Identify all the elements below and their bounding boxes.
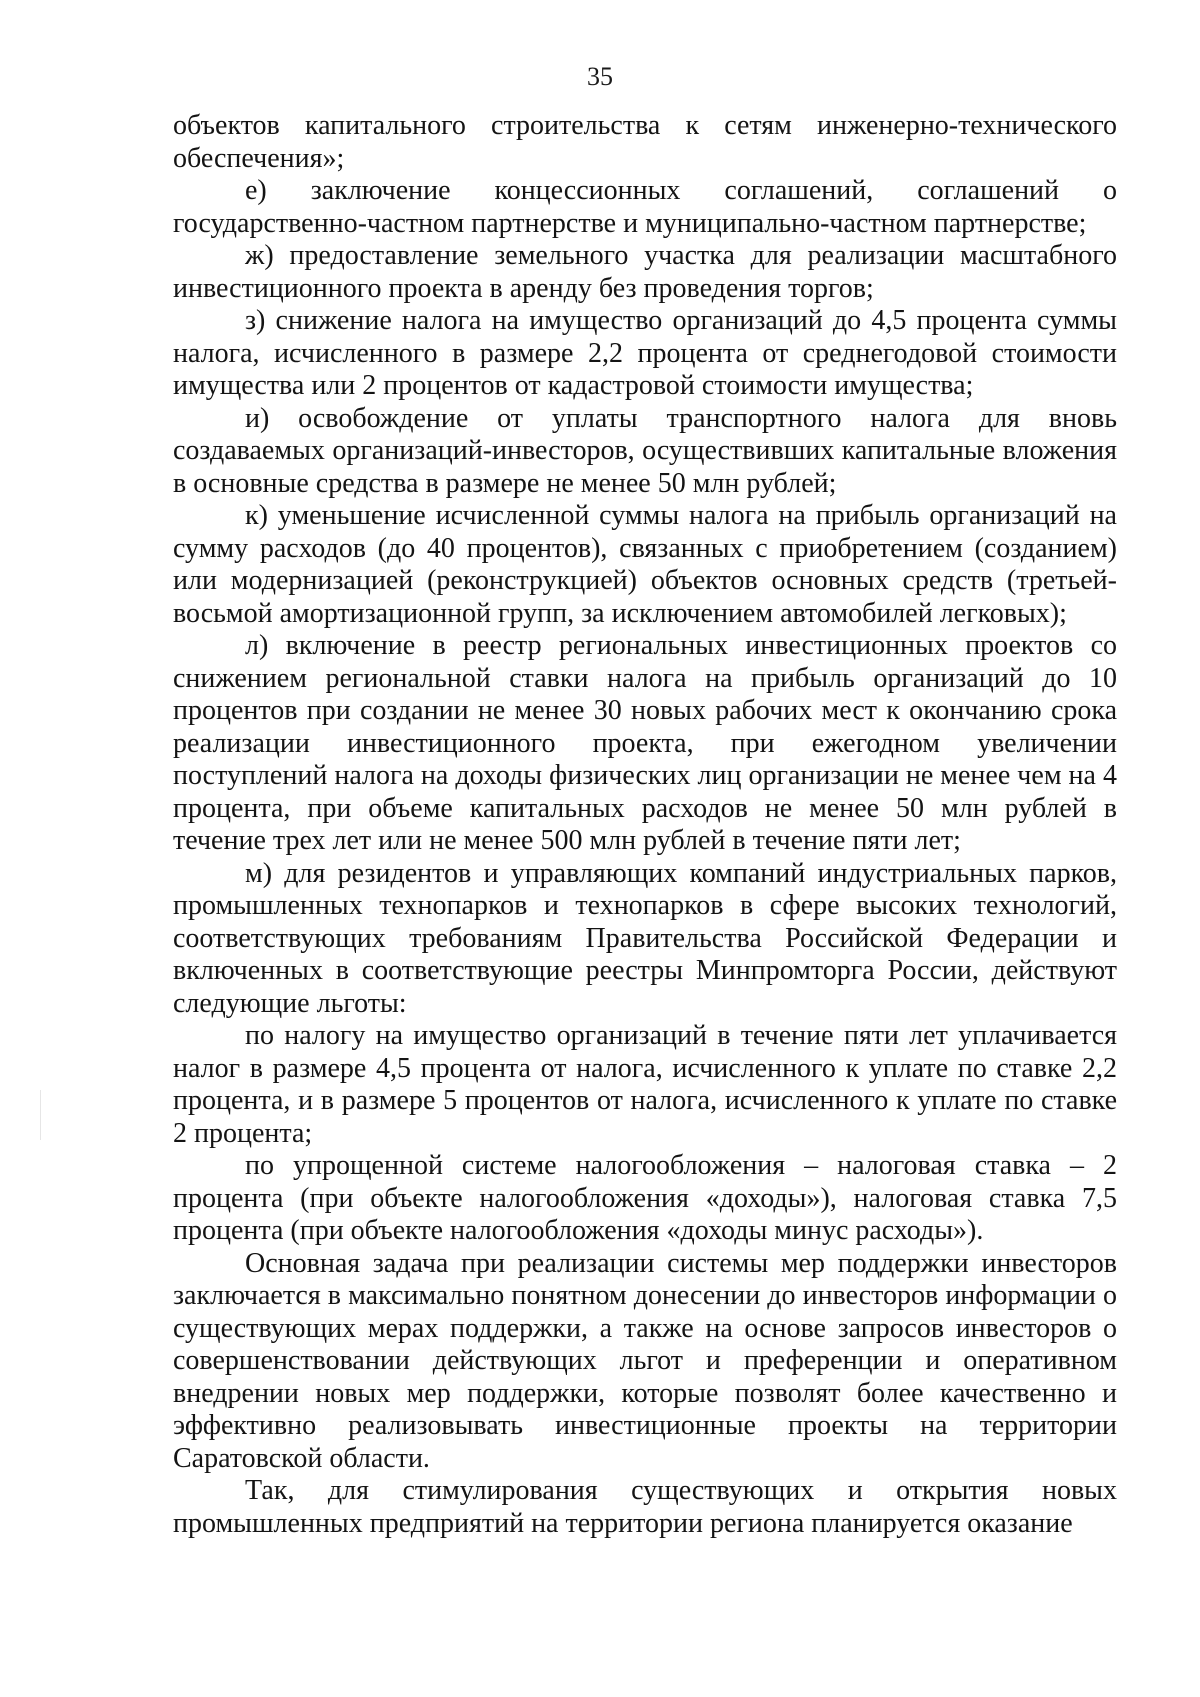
paragraph-property-tax: по налогу на имущество организаций в течение пяти лет уплачивается налог в размере 4,5 процента от налога, исчисленного к уплате по ставке 2,2 процента, и в размере 5 процентов от налога, исчисленного к уплате по ставке 2 процента;: [173, 1020, 1117, 1149]
paragraph-simplified-tax: по упрощенной системе налогообложения – налоговая ставка – 2 процента (при объекте налогообложения «доходы»), налоговая ставка 7,5 процента (при объекте налогообложения «доходы минус расходы»).: [173, 1150, 1117, 1246]
paragraph-main-task: Основная задача при реализации системы мер поддержки инвесторов заключается в максимально понятном донесении до инвесторов информации о существующих мерах поддержки, а также на основе запросов инвесторов о совершенствовании действующих льгот и преференции и оперативном внедрении новых мер поддержки, которые позволят более качественно и эффективно реализовывать инвестиционные проекты на территории Саратовской области.: [173, 1247, 1117, 1474]
paragraph-item-m: м) для резидентов и управляющих компаний индустриальных парков, промышленных технопарков и технопарков в сфере высоких технологий, соответствующих требованиям Правительства Российской Федерации и включенных в соответствующие реестры Минпромторга России, действуют следующие льготы:: [173, 857, 1117, 1019]
scan-artifact-line: [40, 1090, 41, 1140]
paragraph-item-l: л) включение в реестр региональных инвестиционных проектов со снижением региональной ставки налога на прибыль организаций до 10 процентов при создании не менее 30 новых рабочих мест к окончанию срока реализации инвестиционного проекта, при ежегодном увеличении поступлений налога на доходы физических лиц организации не менее чем на 4 процента, при объеме капитальных расходов не менее 50 млн рублей в течение трех лет или не менее 500 млн рублей в течение пяти лет;: [173, 630, 1117, 856]
paragraph-continuation: объектов капитального строительства к сетям инженерно-технического обеспечения»;: [173, 110, 1117, 174]
paragraph-item-e: е) заключение концессионных соглашений, соглашений о государственно-частном партнерстве и муниципально-частном партнерстве;: [173, 175, 1117, 239]
paragraph-item-k: к) уменьшение исчисленной суммы налога на прибыль организаций на сумму расходов (до 40 процентов), связанных с приобретением (созданием) или модернизацией (реконструкцией) объектов основных средств (третьей-восьмой амортизационной групп, за исключением автомобилей легковых);: [173, 500, 1117, 629]
paragraph-item-z: з) снижение налога на имущество организаций до 4,5 процента суммы налога, исчисленного в размере 2,2 процента от среднегодовой стоимости имущества или 2 процентов от кадастровой стоимости имущества;: [173, 305, 1117, 401]
page-number: 35: [587, 62, 613, 91]
paragraph-stimulation: Так, для стимулирования существующих и открытия новых промышленных предприятий на территории региона планируется оказание: [173, 1475, 1117, 1539]
paragraph-item-zh: ж) предоставление земельного участка для реализации масштабного инвестиционного проекта в аренду без проведения торгов;: [173, 240, 1117, 304]
paragraph-item-i: и) освобождение от уплаты транспортного налога для вновь создаваемых организаций-инвесторов, осуществивших капитальные вложения в основные средства в размере не менее 50 млн рублей;: [173, 402, 1117, 499]
document-body: [173, 110, 1117, 1540]
